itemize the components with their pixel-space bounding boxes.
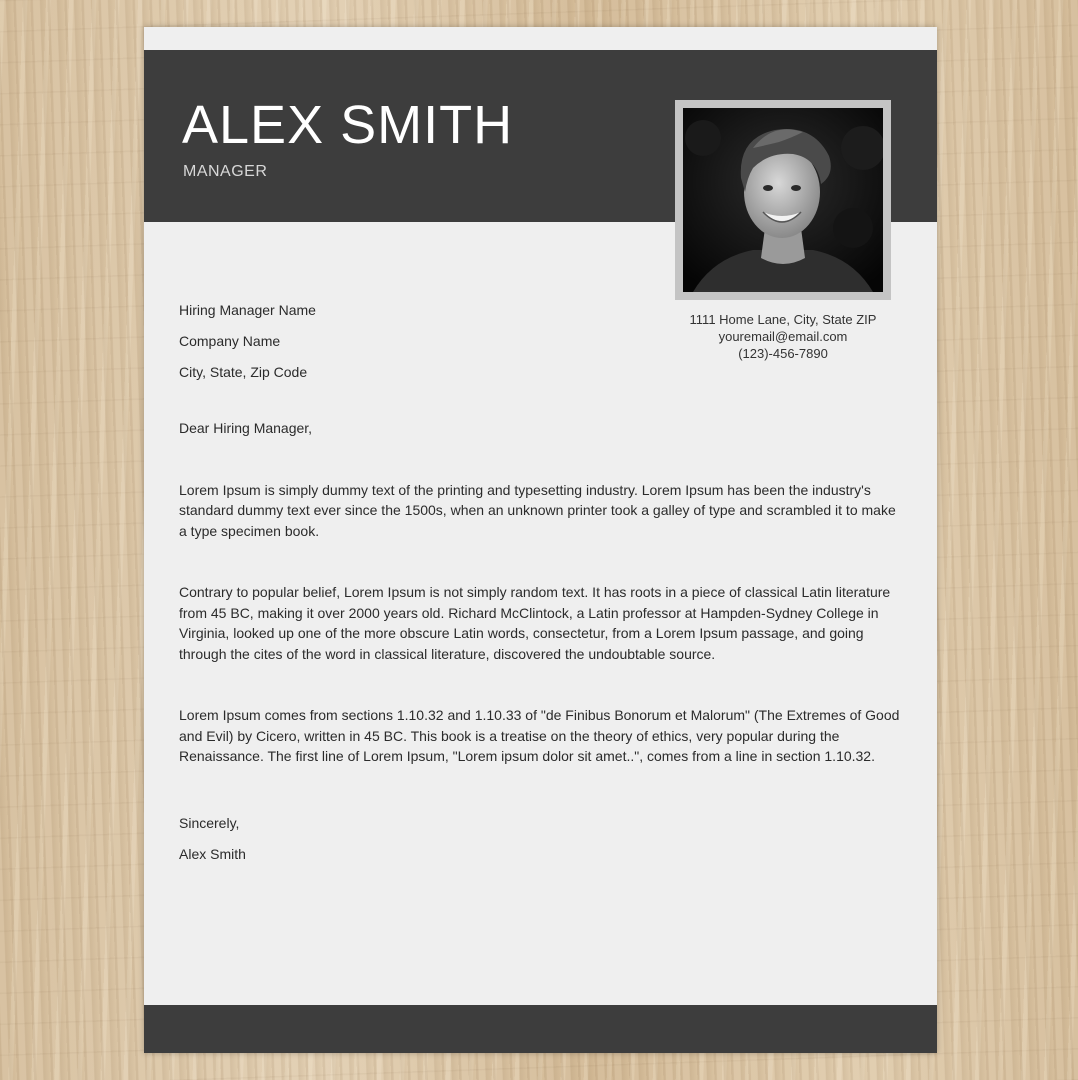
signature: Alex Smith bbox=[179, 845, 246, 862]
recipient-block bbox=[179, 295, 316, 388]
applicant-name: ALEX SMITH bbox=[182, 95, 514, 155]
recipient-name: Hiring Manager Name bbox=[179, 302, 316, 318]
recipient-location: City, State, Zip Code bbox=[179, 364, 308, 380]
footer-band bbox=[144, 1005, 937, 1053]
applicant-title: MANAGER bbox=[183, 163, 268, 180]
contact-block bbox=[675, 311, 891, 362]
photo-frame bbox=[675, 100, 891, 300]
closing-block bbox=[179, 808, 904, 870]
contact-address: 1111 Home Lane, City, State ZIP bbox=[689, 312, 877, 327]
salutation: Dear Hiring Manager, bbox=[179, 420, 313, 436]
paragraph-3: Lorem Ipsum comes from sections 1.10.32 and 1.10.33 of "de Finibus Bonorum et Malorum" (The Extremes of Good and Evil) by Cicero, written in 45 BC. This book is a treatise on the theory of ethics, very popular during the Renaissance. The first line of Lorem Ipsum, "Lorem ipsum dolor sit amet..", comes from a line in section 1.10.32. bbox=[179, 707, 900, 764]
paragraph-2: Contrary to popular belief, Lorem Ipsum is not simply random text. It has roots in a piece of classical Latin literature from 45 BC, making it over 2000 years old. Richard McClintock, a Latin professor at Hampden-Sydney College in Virginia, looked up one of the more obscure Latin words, consectetur, from a Lorem Ipsum passage, and going through the cites of the word in classical literature, discovered the undoubtable source. bbox=[179, 584, 891, 662]
recipient-company: Company Name bbox=[179, 333, 281, 349]
contact-email: youremail@email.com bbox=[718, 329, 848, 344]
contact-phone: (123)-456-7890 bbox=[738, 346, 828, 361]
closing: Sincerely, bbox=[179, 814, 240, 831]
paragraph-1: Lorem Ipsum is simply dummy text of the printing and typesetting industry. Lorem Ipsum has been the industry's standard dummy text ever since the 1500s, when an unknown printer took a galley of type and scrambled it to make a type specimen book. bbox=[179, 481, 896, 539]
profile-photo bbox=[683, 108, 883, 292]
portrait-illustration bbox=[683, 108, 883, 292]
letter-body bbox=[179, 418, 904, 870]
letter-page bbox=[144, 27, 937, 1053]
